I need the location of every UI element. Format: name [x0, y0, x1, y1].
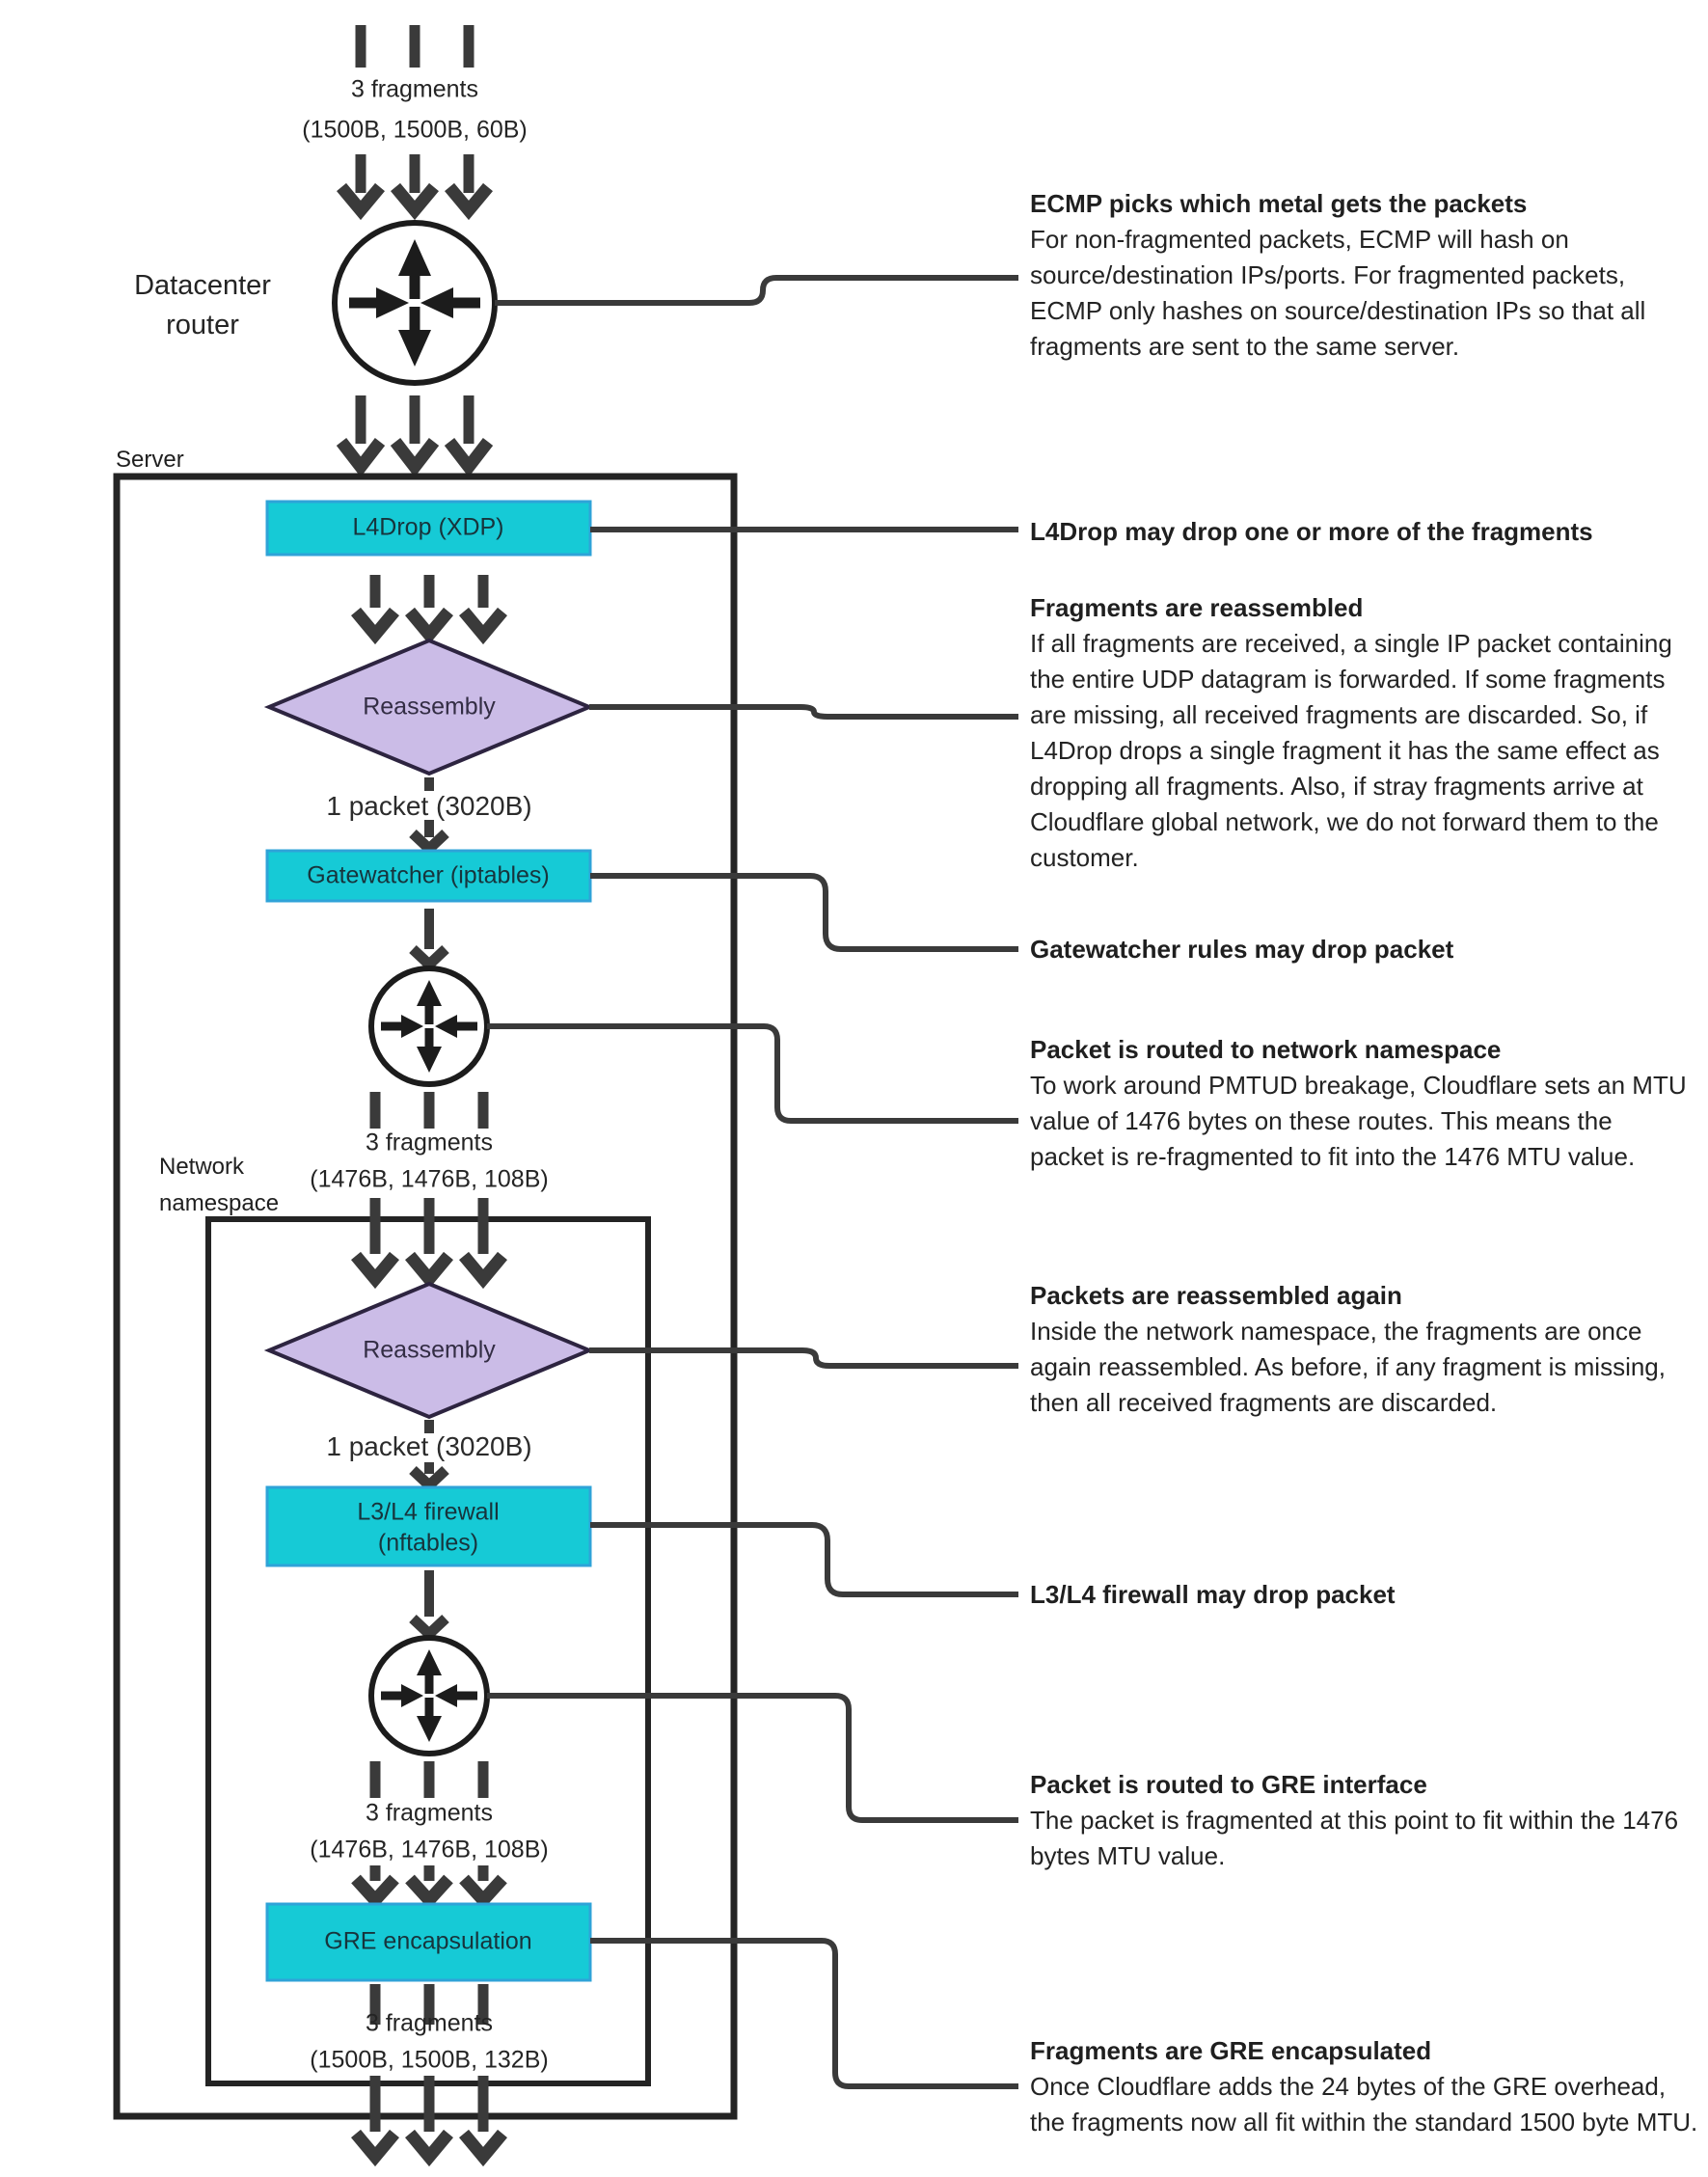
annotation-gre-route [1030, 1767, 1690, 1874]
gatewatcher-label: Gatewatcher (iptables) [307, 861, 550, 889]
incoming-fragment-dashes [361, 25, 469, 68]
refragmented-dashes [375, 1092, 483, 1129]
annotation-gre-route-title: Packet is routed to GRE interface [1030, 1770, 1427, 1799]
packet-after-reassembly2-label: 1 packet (3020B) [326, 1431, 532, 1461]
to-gre-fragments-label: 3 fragments [365, 1799, 494, 1827]
l3l4-firewall-label-line1: L3/L4 firewall [357, 1498, 500, 1526]
annotation-gre-encap [1030, 2033, 1705, 2140]
annotation-reassembly2-body: Inside the network namespace, the fragments are once again reassembled. As before, if any fragment is missing, then all received fragments are discarded. [1030, 1317, 1666, 1417]
refragmented-label: 3 fragments [365, 1129, 494, 1157]
annotation-netns-title: Packet is routed to network namespace [1030, 1035, 1502, 1064]
annotation-l4drop-title: L4Drop may drop one or more of the fragments [1030, 517, 1593, 546]
annotation-gatewatcher-title: Gatewatcher rules may drop packet [1030, 935, 1454, 964]
annotation-netns [1030, 1032, 1690, 1175]
router-icon-3 [371, 1638, 487, 1754]
datacenter-router-label: Datacenter router [134, 270, 271, 340]
annotation-reassembly2 [1030, 1278, 1690, 1421]
annotation-ecmp [1030, 186, 1690, 365]
arrow-firewall-to-router [413, 1570, 446, 1634]
server-label: Server [116, 447, 184, 473]
connector-gre-route-note [487, 1696, 1018, 1820]
annotation-l4drop [1030, 514, 1690, 550]
annotation-gatewatcher [1030, 932, 1690, 967]
annotation-ecmp-title: ECMP picks which metal gets the packets [1030, 189, 1528, 218]
arrows-into-datacenter-router [341, 154, 488, 210]
to-gre-dashes [375, 1761, 483, 1798]
incoming-fragments-sizes: (1500B, 1500B, 60B) [302, 116, 528, 144]
router-icon [335, 223, 495, 383]
gre-encapsulation-label: GRE encapsulation [324, 1927, 532, 1955]
arrow-gatewatcher-to-router [413, 909, 446, 965]
annotation-netns-body: To work around PMTUD breakage, Cloudflare sets an MTU value of 1476 bytes on these routes. This means the packet is re-fragmented to fit into the 1476 MTU value. [1030, 1071, 1687, 1171]
connector-ecmp-note [495, 278, 1018, 303]
connector-gatewatcher-note [590, 876, 1018, 949]
annotation-l3l4-title: L3/L4 firewall may drop packet [1030, 1580, 1396, 1609]
router-icon-2 [371, 968, 487, 1084]
connector-gre-encap-note [590, 1941, 1018, 2086]
annotation-l3l4 [1030, 1577, 1690, 1613]
connector-reassembly2-note [589, 1350, 1018, 1366]
reassembly2-label: Reassembly [363, 1336, 496, 1364]
to-gre-fragments-sizes: (1476B, 1476B, 108B) [310, 1836, 549, 1864]
annotation-reassembly-body: If all fragments are received, a single IP packet containing the entire UDP datagram is forwarded. If some fragments are missing, all received fragments are discarded. So, if L4Drop drops a single fragment it has the same effect as dropping all fragments. Also, if stray fragments arrive at Cloudflare global network, we do not forward them to the customer. [1030, 629, 1672, 872]
l4drop-label: L4Drop (XDP) [352, 513, 504, 541]
annotation-gre-route-body: The packet is fragmented at this point to fit within the 1476 bytes MTU value. [1030, 1806, 1679, 1870]
connector-l3l4-note [590, 1525, 1018, 1594]
refragmented-sizes: (1476B, 1476B, 108B) [310, 1165, 549, 1193]
connector-reassembly-note [589, 707, 1018, 717]
l3l4-firewall-label-line2: (nftables) [377, 1529, 479, 1557]
annotation-gre-encap-title: Fragments are GRE encapsulated [1030, 2036, 1432, 2065]
outgoing-fragments-label: 3 fragments [365, 2009, 494, 2037]
arrows-into-namespace [356, 1198, 502, 1279]
arrows-into-gre [356, 1865, 502, 1900]
outgoing-arrows [356, 2076, 502, 2157]
incoming-fragments-label: 3 fragments [350, 75, 479, 103]
annotation-reassembly2-title: Packets are reassembled again [1030, 1281, 1402, 1310]
annotation-reassembly [1030, 590, 1690, 876]
arrows-l4drop-to-reassembly [356, 575, 502, 635]
reassembly1-label: Reassembly [363, 693, 496, 721]
arrows-router-to-server [341, 395, 488, 467]
network-namespace-label: Network namespace [159, 1154, 280, 1216]
annotation-ecmp-body: For non-fragmented packets, ECMP will hash on source/destination IPs/ports. For fragmented packets, ECMP only hashes on source/destination IPs so that all fragments are sent to the same server. [1030, 225, 1646, 361]
packet-after-reassembly1-label: 1 packet (3020B) [326, 791, 532, 821]
connector-netns-note [487, 1026, 1018, 1121]
annotation-gre-encap-body: Once Cloudflare adds the 24 bytes of the GRE overhead, the fragments now all fit within the standard 1500 byte MTU. [1030, 2072, 1698, 2136]
annotation-reassembly-title: Fragments are reassembled [1030, 593, 1364, 622]
outgoing-fragments-sizes: (1500B, 1500B, 132B) [310, 2046, 549, 2074]
